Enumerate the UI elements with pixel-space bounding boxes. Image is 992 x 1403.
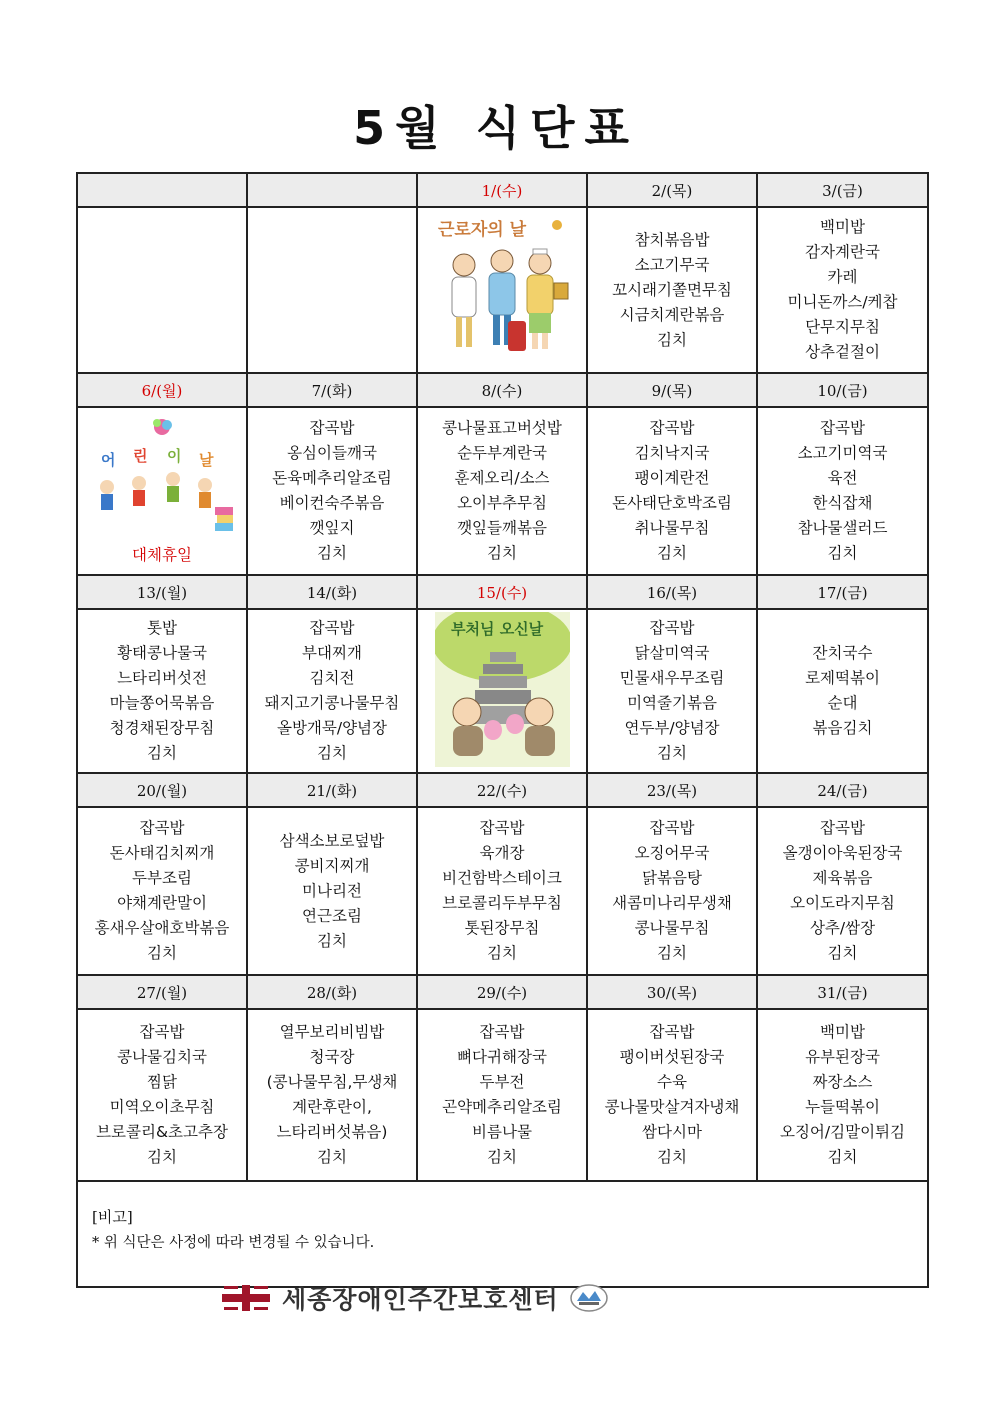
menu-item: 김치 <box>657 944 687 962</box>
menu-item: 삼색소보로덮밥 <box>279 831 385 850</box>
menu-item: 김치 <box>317 744 347 762</box>
menu-item: 김치 <box>147 744 177 762</box>
menu-item: 야채계란말이 <box>117 894 207 912</box>
menu-cell <box>417 807 587 975</box>
org-logo-icon <box>220 1283 272 1313</box>
menu-item: 깻잎지 <box>309 519 355 537</box>
menu-item: 부대찌개 <box>302 644 362 662</box>
menu-items <box>248 829 416 954</box>
menu-item: 새콤미나리무생채 <box>612 894 732 912</box>
menu-item: 잡곡밥 <box>309 419 355 437</box>
menu-item: 소고기무국 <box>634 255 710 274</box>
menu-item: 잡곡밥 <box>139 1023 185 1041</box>
menu-item: 오이부추무침 <box>457 494 547 512</box>
menu-item: 참치볶음밥 <box>634 230 710 249</box>
menu-item: 잡곡밥 <box>309 619 355 637</box>
menu-item: 잡곡밥 <box>820 419 865 437</box>
date-header: 21/(화) <box>247 773 417 807</box>
menu-cell <box>417 407 587 575</box>
menu-item: 김치 <box>657 330 687 349</box>
menu-row <box>77 609 928 773</box>
childrens-day-illustration <box>87 417 237 537</box>
menu-item: 비름나물 <box>472 1123 532 1141</box>
menu-item: 팽이계란전 <box>634 469 710 487</box>
menu-item: 황태콩나물국 <box>117 644 207 662</box>
date-header: 8/(수) <box>417 373 587 407</box>
menu-item: 돈육메추리알조림 <box>272 469 392 487</box>
svg-text:어: 어 <box>101 451 116 469</box>
menu-item: 콩나물맛살겨자냉채 <box>604 1098 740 1116</box>
menu-items <box>78 1020 246 1170</box>
menu-item: 청경채된장무침 <box>109 719 215 737</box>
menu-cell <box>247 1009 417 1181</box>
svg-text:이: 이 <box>167 447 182 465</box>
menu-items <box>248 416 416 566</box>
menu-item: 김치 <box>147 944 177 962</box>
date-header-row <box>77 373 928 407</box>
menu-cell <box>417 609 587 773</box>
svg-text:날: 날 <box>199 451 214 469</box>
menu-item: 열무보리비빔밥 <box>279 1023 385 1041</box>
menu-item: 육전 <box>827 469 858 487</box>
menu-item: 훈제오리/소스 <box>454 469 550 487</box>
menu-item: 뼈다귀해장국 <box>457 1048 547 1066</box>
date-header-row <box>77 575 928 609</box>
note-title: [비고] <box>92 1208 133 1226</box>
menu-item: 김치 <box>317 931 347 950</box>
menu-cell <box>757 407 928 575</box>
menu-row <box>77 1009 928 1181</box>
menu-item: 단무지무침 <box>805 318 880 336</box>
menu-item: 돈사태김치찌개 <box>109 844 215 862</box>
date-header: 31/(금) <box>757 975 928 1009</box>
date-header: 10/(금) <box>757 373 928 407</box>
note-cell <box>77 1181 928 1287</box>
menu-items <box>588 1020 756 1170</box>
menu-items <box>758 215 927 365</box>
page-title: 5월 식단표 <box>353 101 639 155</box>
menu-item: 오징어무국 <box>634 844 710 862</box>
menu-item: 브로콜리&초고추장 <box>96 1123 228 1141</box>
menu-item: 김치 <box>317 544 347 562</box>
date-header: 30/(목) <box>587 975 757 1009</box>
menu-cell <box>757 1009 928 1181</box>
menu-item: 백미밥 <box>820 218 865 236</box>
date-header-row <box>77 173 928 207</box>
substitute-holiday-label: 대체휴일 <box>132 546 192 564</box>
date-header: 14/(화) <box>247 575 417 609</box>
menu-item: 짜장소스 <box>812 1073 873 1091</box>
menu-item: 베이컨숙주볶음 <box>279 494 385 512</box>
menu-item: 상추/쌈장 <box>809 919 876 937</box>
date-header: 7/(화) <box>247 373 417 407</box>
menu-item: 잡곡밥 <box>139 819 185 837</box>
date-header: 28/(화) <box>247 975 417 1009</box>
menu-item: 콩나물무침 <box>634 919 710 937</box>
menu-item: 김치 <box>487 544 517 562</box>
menu-item: 콩나물김치국 <box>117 1048 207 1066</box>
menu-item: 취나물무침 <box>634 519 710 537</box>
menu-items <box>758 416 927 566</box>
menu-item: 콩비지찌개 <box>294 856 370 875</box>
menu-item: 김치 <box>657 1148 687 1166</box>
date-header: 13/(월) <box>77 575 247 609</box>
menu-item: 유부된장국 <box>805 1048 880 1066</box>
date-header: 6/(월) <box>77 373 247 407</box>
menu-item: 김치전 <box>309 669 355 687</box>
note-text: * 위 식단은 사정에 따라 변경될 수 있습니다. <box>92 1235 375 1251</box>
menu-item: 누들떡볶이 <box>805 1098 880 1116</box>
menu-item: 꼬시래기쫄면무침 <box>612 280 732 299</box>
menu-item: 깻잎들깨볶음 <box>457 519 547 537</box>
menu-item: 홍새우살애호박볶음 <box>94 919 230 937</box>
menu-item: 비건함박스테이크 <box>442 869 562 887</box>
date-header: 16/(목) <box>587 575 757 609</box>
menu-item: 오징어/김말이튀김 <box>779 1123 905 1141</box>
menu-item: 잔치국수 <box>812 644 873 662</box>
menu-cell <box>77 609 247 773</box>
buddha-day-label: 부처님 오신날 <box>450 619 543 638</box>
menu-items <box>418 416 586 566</box>
menu-item: 잡곡밥 <box>479 819 525 837</box>
menu-item: 잡곡밥 <box>820 819 865 837</box>
menu-cell <box>587 407 757 575</box>
menu-item: 김치 <box>827 944 858 962</box>
menu-item: 김치 <box>147 1148 177 1166</box>
menu-item: 감자계란국 <box>805 243 880 261</box>
menu-item: 연두부/양념장 <box>624 719 720 737</box>
menu-item: 두부조림 <box>132 869 192 887</box>
menu-item: 김치 <box>657 544 687 562</box>
date-header <box>77 173 247 207</box>
menu-cell <box>77 207 247 373</box>
menu-cell <box>757 807 928 975</box>
menu-item: 곤약메추리알조림 <box>442 1098 562 1116</box>
menu-item: 상추겉절이 <box>805 343 880 361</box>
menu-item: 수육 <box>657 1073 687 1091</box>
menu-cell <box>587 1009 757 1181</box>
menu-item: 육개장 <box>479 844 525 862</box>
menu-item: 잡곡밥 <box>479 1023 525 1041</box>
menu-item: 돼지고기콩나물무침 <box>264 694 400 712</box>
date-header: 17/(금) <box>757 575 928 609</box>
menu-item: 김치 <box>827 544 858 562</box>
date-header: 23/(목) <box>587 773 757 807</box>
menu-row <box>77 807 928 975</box>
menu-item: 순두부계란국 <box>457 444 547 462</box>
menu-item: 오이도라지무침 <box>790 894 895 912</box>
menu-item: 김치 <box>657 744 687 762</box>
menu-cell <box>587 609 757 773</box>
menu-table <box>76 172 929 1288</box>
menu-item: 옹심이들깨국 <box>287 444 377 462</box>
menu-item: 김치 <box>487 1148 517 1166</box>
date-header-row <box>77 975 928 1009</box>
menu-item: 계란후란이, <box>292 1098 372 1116</box>
menu-item: 돈사태단호박조림 <box>612 494 732 512</box>
menu-cell <box>417 1009 587 1181</box>
menu-item: 김치 <box>487 944 517 962</box>
menu-item: 백미밥 <box>820 1023 865 1041</box>
menu-item: 제육볶음 <box>812 869 873 887</box>
menu-item: 톳밥 <box>147 619 177 637</box>
menu-items <box>758 641 927 741</box>
menu-item: 닭볶음탕 <box>642 869 702 887</box>
menu-items <box>588 416 756 566</box>
menu-cell <box>77 1009 247 1181</box>
menu-cell <box>77 807 247 975</box>
menu-item: 잡곡밥 <box>649 419 695 437</box>
menu-items <box>758 1020 927 1170</box>
menu-item: 소고기미역국 <box>797 444 888 462</box>
menu-items <box>588 616 756 766</box>
labor-day-illustration <box>432 213 572 363</box>
menu-cell <box>247 407 417 575</box>
menu-item: 마늘쫑어묵볶음 <box>109 694 215 712</box>
menu-item: 볶음김치 <box>812 719 873 737</box>
date-header: 22/(수) <box>417 773 587 807</box>
menu-item: 한식잡채 <box>812 494 873 512</box>
menu-item: 연근조림 <box>302 906 362 925</box>
menu-cell <box>77 407 247 575</box>
menu-cell <box>587 207 757 373</box>
date-header: 24/(금) <box>757 773 928 807</box>
menu-item: 김치 <box>317 1148 347 1166</box>
menu-items <box>588 228 756 353</box>
menu-item: 느타리버섯전 <box>117 669 207 687</box>
menu-item: (콩나물무침,무생채 <box>266 1073 398 1091</box>
menu-cell <box>247 207 417 373</box>
labor-day-label: 근로자의 날 <box>438 220 527 240</box>
menu-item: 잡곡밥 <box>649 819 695 837</box>
menu-item: 잡곡밥 <box>649 619 695 637</box>
menu-item: 찜닭 <box>147 1073 177 1091</box>
menu-item: 톳된장무침 <box>464 919 540 937</box>
date-header: 15/(수) <box>417 575 587 609</box>
menu-item: 올방개묵/양념장 <box>276 719 388 737</box>
date-header: 1/(수) <box>417 173 587 207</box>
svg-text:린: 린 <box>133 447 148 465</box>
date-header <box>247 173 417 207</box>
date-header: 27/(월) <box>77 975 247 1009</box>
date-header: 20/(월) <box>77 773 247 807</box>
note-row <box>77 1181 928 1287</box>
menu-row <box>77 407 928 575</box>
menu-items <box>418 816 586 966</box>
menu-item: 로제떡볶이 <box>805 669 880 687</box>
menu-item: 순대 <box>827 694 858 712</box>
menu-items <box>78 816 246 966</box>
menu-cell <box>247 807 417 975</box>
menu-item: 미나리전 <box>302 881 362 900</box>
date-header: 3/(금) <box>757 173 928 207</box>
menu-item: 두부전 <box>479 1073 525 1091</box>
menu-item: 미니돈까스/케찹 <box>787 293 898 311</box>
menu-items <box>248 1020 416 1170</box>
menu-item: 닭살미역국 <box>634 644 710 662</box>
menu-item: 미역줄기볶음 <box>627 694 717 712</box>
menu-row <box>77 207 928 373</box>
menu-item: 민물새우무조림 <box>619 669 725 687</box>
menu-item: 김치 <box>827 1148 858 1166</box>
menu-items <box>418 1020 586 1170</box>
menu-item: 카레 <box>827 268 858 286</box>
menu-items <box>588 816 756 966</box>
date-header: 29/(수) <box>417 975 587 1009</box>
menu-cell <box>417 207 587 373</box>
date-header: 9/(목) <box>587 373 757 407</box>
menu-item: 콩나물표고버섯밥 <box>442 419 562 437</box>
menu-cell <box>757 207 928 373</box>
menu-item: 느타리버섯볶음) <box>276 1123 388 1141</box>
menu-item: 올갱이아욱된장국 <box>782 844 903 862</box>
date-header: 2/(목) <box>587 173 757 207</box>
menu-items <box>248 616 416 766</box>
menu-cell <box>247 609 417 773</box>
menu-items <box>758 816 927 966</box>
footer <box>220 1279 780 1317</box>
menu-items <box>78 616 246 766</box>
buddha-birthday-illustration <box>435 612 570 767</box>
menu-item: 잡곡밥 <box>649 1023 695 1041</box>
menu-item: 브로콜리두부무침 <box>442 894 562 912</box>
menu-cell <box>757 609 928 773</box>
date-header-row <box>77 773 928 807</box>
menu-item: 참나물샐러드 <box>797 519 888 537</box>
org-seal-icon <box>569 1283 609 1313</box>
org-name: 세종장애인주간보호센터 <box>282 1285 559 1314</box>
menu-item: 시금치계란볶음 <box>619 305 725 324</box>
menu-item: 미역오이초무침 <box>109 1098 215 1116</box>
menu-item: 김치낙지국 <box>634 444 710 462</box>
menu-item: 팽이버섯된장국 <box>619 1048 725 1066</box>
menu-cell <box>587 807 757 975</box>
menu-item: 쌈다시마 <box>642 1123 702 1141</box>
menu-item: 청국장 <box>309 1048 355 1066</box>
